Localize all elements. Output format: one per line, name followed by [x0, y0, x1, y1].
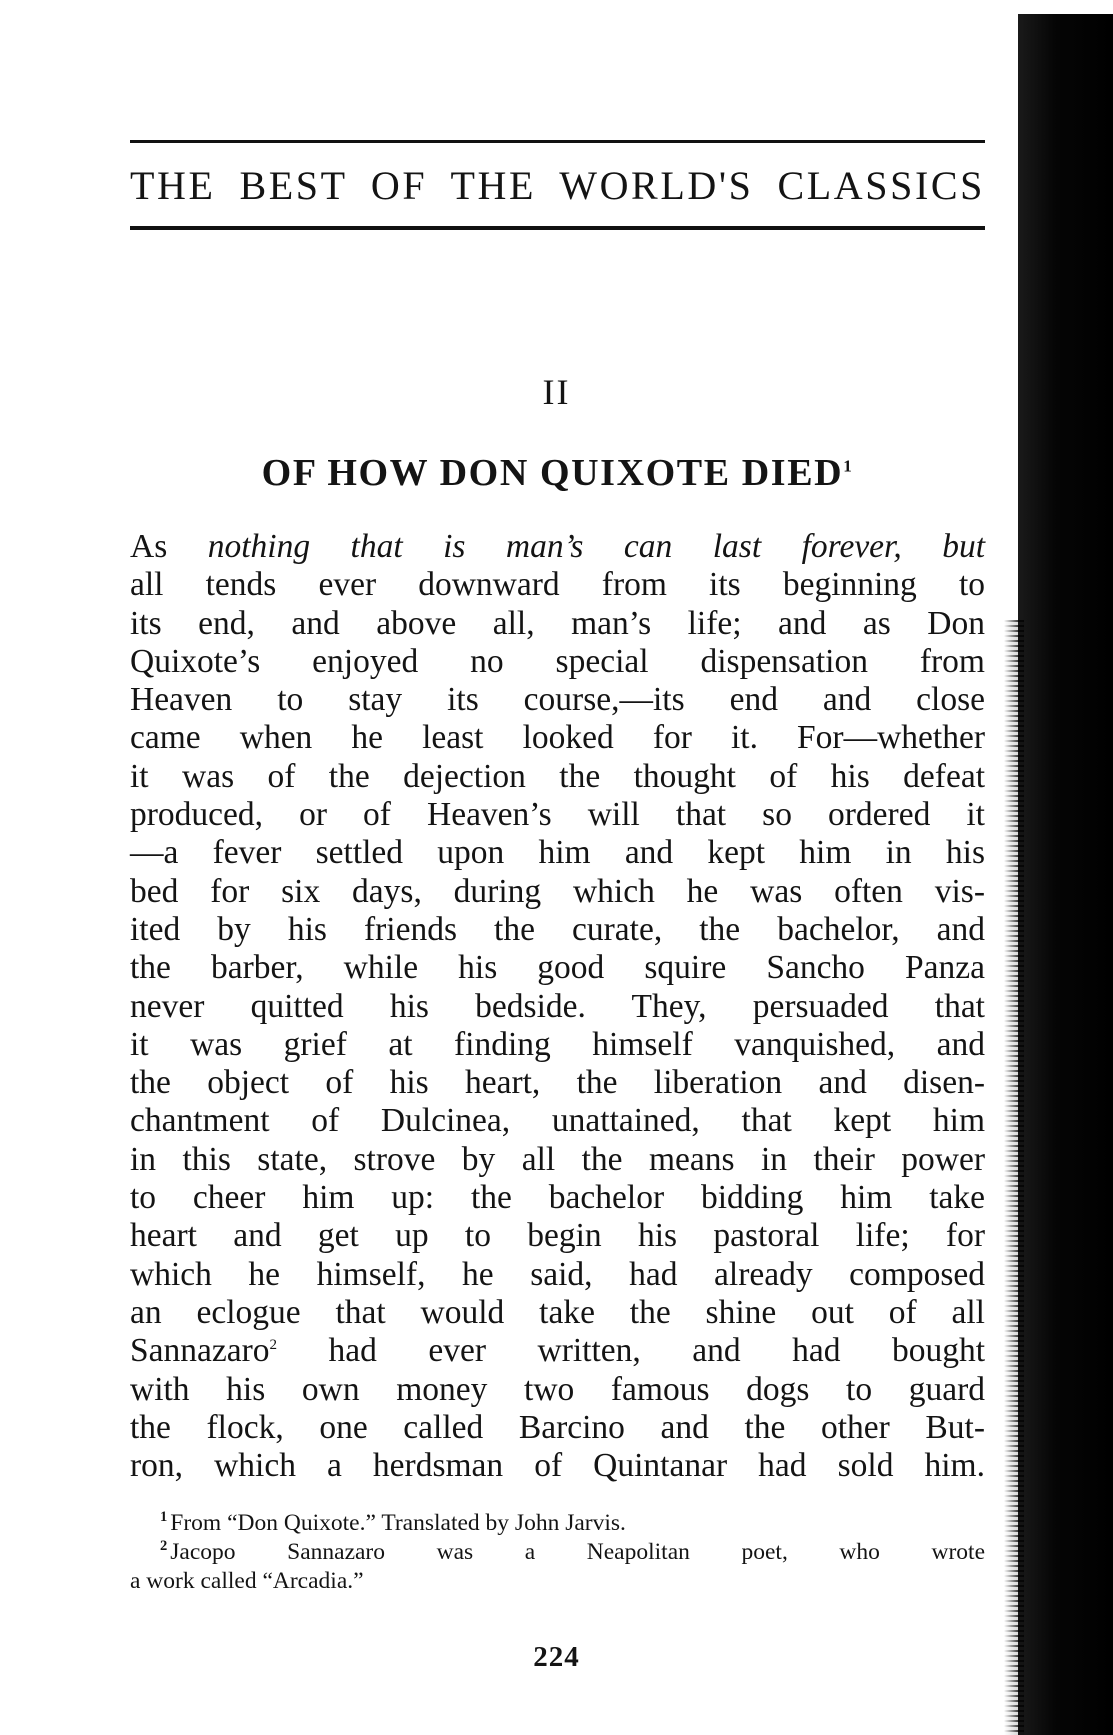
- body-line: with his own money two famous dogs to guard: [130, 1370, 985, 1408]
- body-line: in this state, strove by all the means in their power: [130, 1140, 985, 1178]
- body-paragraph: [130, 528, 985, 1485]
- page-number: 224: [533, 1641, 580, 1673]
- body-line: bed for six days, during which he was often vis-: [130, 872, 985, 910]
- chapter-title: [130, 450, 985, 496]
- chapter-number: II: [542, 372, 571, 412]
- body-line: ited by his friends the curate, the bachelor, and: [130, 910, 985, 948]
- header-rule-top: [130, 140, 985, 143]
- body-line: Heaven to stay its course,—its end and close: [130, 681, 985, 719]
- body-line: all tends ever downward from its beginning to: [130, 566, 985, 604]
- body-line: —a fever settled upon him and kept him in his: [130, 834, 985, 872]
- body-line: came when he least looked for it. For—whether: [130, 719, 985, 757]
- body-line: it was grief at finding himself vanquished, and: [130, 1025, 985, 1063]
- body-line: it was of the dejection the thought of his defeat: [130, 757, 985, 795]
- footnote-2-continued: a work called “Arcadia.”: [130, 1568, 364, 1594]
- body-line: to cheer him up: the bachelor bidding him take: [130, 1179, 985, 1217]
- body-line-text: had ever written, and had bought: [328, 1332, 985, 1370]
- first-word: As: [130, 528, 168, 565]
- body-line: [130, 528, 985, 566]
- footnote-mark: 1: [160, 1509, 168, 1526]
- body-line: its end, and above all, man’s life; and as Don: [130, 604, 985, 642]
- body-line: ron, which a herdsman of Quintanar had sold him.: [130, 1447, 985, 1485]
- footnote-1: [130, 1509, 985, 1538]
- body-line: which he himself, he said, had already composed: [130, 1255, 985, 1293]
- running-head: THE BEST OF THE WORLD'S CLASSICS: [130, 163, 985, 208]
- footnotes: [130, 1509, 985, 1596]
- body-line: an eclogue that would take the shine out of all: [130, 1293, 985, 1331]
- body-line: the flock, one called Barcino and the other But-: [130, 1408, 985, 1446]
- binding-shadow: [1018, 14, 1113, 1735]
- footnote-2: [130, 1538, 985, 1567]
- footnote-mark: 2: [160, 1538, 168, 1555]
- chapter-title-note-mark: 1: [843, 456, 854, 476]
- body-line-text: nothing that is man’s can last forever, but: [207, 528, 986, 565]
- body-line: chantment of Dulcinea, unattained, that kept him: [130, 1102, 985, 1140]
- footnote-text: From “Don Quixote.” Translated by John Jarvis.: [170, 1510, 626, 1536]
- body-line: heart and get up to begin his pastoral life; for: [130, 1217, 985, 1255]
- footnote-text: Jacopo Sannazaro was a Neapolitan poet, who wrote: [170, 1539, 985, 1565]
- body-line: never quitted his bedside. They, persuaded that: [130, 987, 985, 1025]
- binding-fray: [1004, 620, 1024, 1735]
- header-rule-bottom: [130, 226, 985, 230]
- body-line: produced, or of Heaven’s will that so ordered it: [130, 796, 985, 834]
- body-line: [130, 1332, 985, 1370]
- chapter-title-text: OF HOW DON QUIXOTE DIED: [261, 452, 844, 494]
- body-note-mark: 2: [269, 1337, 278, 1354]
- body-line: Quixote’s enjoyed no special dispensation from: [130, 642, 985, 680]
- sannazaro-word: Sannazaro: [130, 1332, 270, 1370]
- body-line: the barber, while his good squire Sancho Panza: [130, 949, 985, 987]
- body-line: the object of his heart, the liberation and disen-: [130, 1064, 985, 1102]
